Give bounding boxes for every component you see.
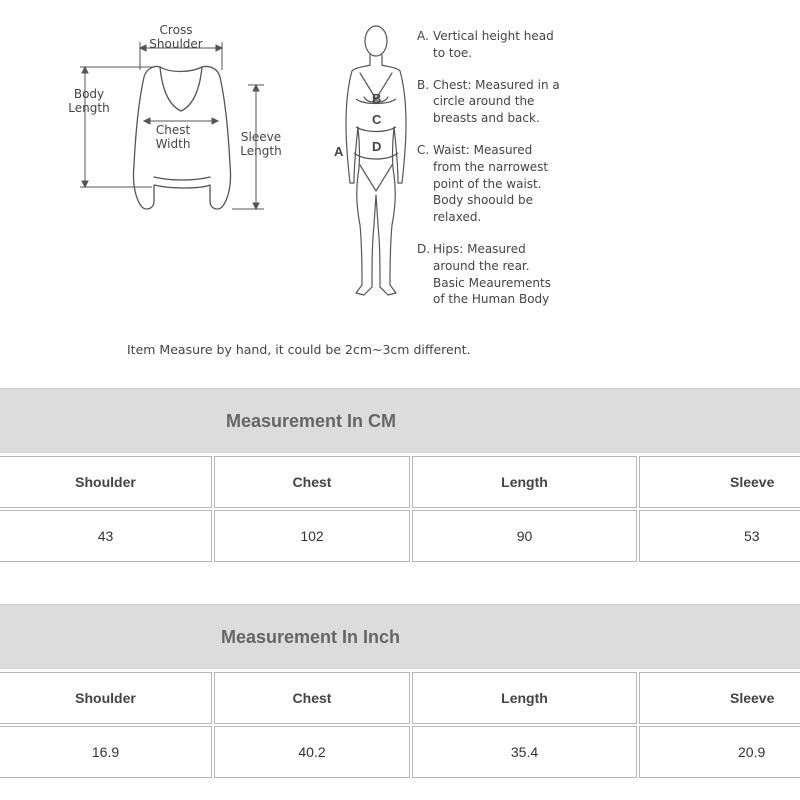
- legend-text: Vertical height head to toe.: [433, 29, 554, 60]
- legend-letter: A.: [417, 29, 429, 43]
- head: [365, 26, 387, 56]
- inch-value-length: 35.4: [412, 726, 637, 778]
- cm-value-length: 90: [412, 510, 637, 562]
- cm-header-chest: Chest: [214, 456, 410, 508]
- inch-header-length: Length: [412, 672, 637, 724]
- legend-item-d: [417, 241, 560, 308]
- legend-text: Hips: Measured around the rear. Basic Meaurements of the Human Body: [433, 241, 551, 307]
- inch-value-shoulder: 16.9: [0, 726, 212, 778]
- body-length-arrow: [80, 67, 152, 187]
- inch-header-sleeve: Sleeve: [639, 672, 800, 724]
- legend-item-c: [417, 142, 560, 226]
- legend-text: Waist: Measured from the narrowest point of the waist. Body shoould be relaxed.: [433, 142, 549, 225]
- marker-c: C: [372, 112, 382, 127]
- inch-value-chest: 40.2: [214, 726, 410, 778]
- legend-item-b: [417, 77, 560, 127]
- cm-table: [0, 453, 800, 565]
- inch-table-header: [0, 604, 800, 670]
- legend-item-a: [417, 28, 560, 62]
- body-figure: [320, 15, 420, 305]
- cm-value-shoulder: 43: [0, 510, 212, 562]
- body-length-label: Body Length: [68, 87, 110, 115]
- legend-letter: B.: [417, 77, 430, 92]
- inch-header-chest: Chest: [214, 672, 410, 724]
- marker-a: A: [334, 144, 344, 159]
- cm-header-length: Length: [412, 456, 637, 508]
- cm-table-title: Measurement In CM: [226, 411, 397, 431]
- cm-header-shoulder: Shoulder: [0, 456, 212, 508]
- cross-shoulder-label: Cross Shoulder: [149, 23, 203, 51]
- inch-header-shoulder: Shoulder: [0, 672, 212, 724]
- legend-letter: C.: [417, 142, 430, 157]
- cm-header-sleeve: Sleeve: [639, 456, 800, 508]
- cm-value-chest: 102: [214, 510, 410, 562]
- inch-table: [0, 669, 800, 800]
- cm-table-header: [0, 388, 800, 454]
- measure-note: Item Measure by hand, it could be 2cm~3cm different.: [127, 342, 471, 357]
- inch-value-sleeve: 20.9: [639, 726, 800, 778]
- chest-width-label: Chest Width: [155, 123, 191, 151]
- cm-value-sleeve: 53: [639, 510, 800, 562]
- inch-table-title: Measurement In Inch: [221, 627, 401, 647]
- waist-line: [356, 127, 396, 132]
- legend-text: Chest: Measured in a circle around the breasts and back.: [433, 77, 560, 126]
- marker-d: D: [372, 139, 382, 154]
- sleeve-length-label: Sleeve Length: [240, 130, 282, 158]
- measurement-legend: [417, 28, 560, 323]
- sweater-neckline: [160, 67, 202, 111]
- legend-letter: D.: [417, 241, 431, 256]
- marker-b: B: [372, 91, 382, 106]
